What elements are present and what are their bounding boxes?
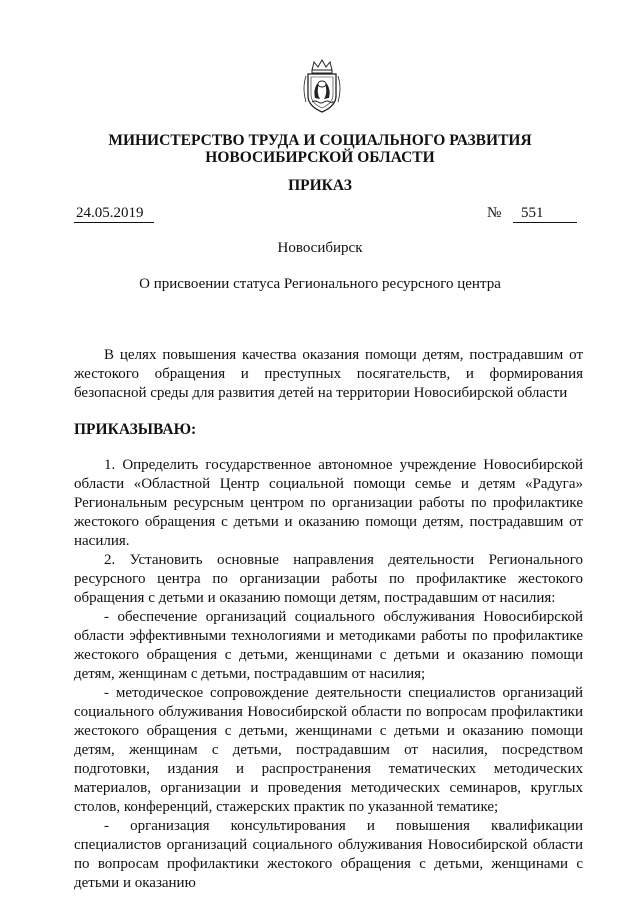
order-subitem-3: - организация консультирования и повышения квалификации специалистов организаций социального облуживания Новосибирской области по вопросам профилактики жестокого обращения с детьми, женщинами с детьми и оказанию: [74, 818, 583, 891]
document-body: [74, 346, 583, 893]
ministry-name: [60, 132, 580, 166]
city-name: Новосибирск: [277, 240, 363, 256]
ministry-line-1: МИНИСТЕРСТВО ТРУДА И СОЦИАЛЬНОГО РАЗВИТИЯ: [108, 132, 532, 149]
ministry-line-2: НОВОСИБИРСКОЙ ОБЛАСТИ: [205, 149, 435, 166]
preamble-paragraph: В целях повышения качества оказания помощи детям, пострадавшим от жестокого обращения и преступных посягательств, и формирования безопасной среды для развития детей на территории Новосибирской области: [74, 347, 583, 401]
number-sign: №: [487, 205, 502, 221]
order-number: 551: [513, 205, 577, 223]
order-subitem-2: - методическое сопровождение деятельности специалистов организаций социального облуживания Новосибирской области по вопросам профилактики жестокого обращения с детьми, женщинами с детьми и оказанию помощи детям, женщинам с детьми, пострадавшим от насилия, посредством подготовки, издания и распространения тематических методических материалов, организации и проведения методических семинаров, круглых столов, конференций, стажерских практик по указанной тематике;: [74, 685, 583, 815]
order-date: 24.05.2019: [74, 205, 154, 223]
order-item-2: 2. Установить основные направления деятельности Регионального ресурсного центра по организации работы по профилактике жестокого обращения с детьми и оказанию помощи детям, пострадавшим от насилия:: [74, 552, 583, 606]
order-subitem-1: - обеспечение организаций социального обслуживания Новосибирской области эффективными технологиями и методиками работы по профилактике жестокого обращения с детьми, женщинами с детьми и оказанию помощи детям, женщинам с детьми, пострадавшим от насилия;: [74, 609, 583, 682]
order-subject: О присвоении статуса Регионального ресурсного центра: [139, 276, 501, 292]
order-number-block: [487, 205, 577, 223]
coat-of-arms-icon: [300, 58, 344, 116]
document-type: ПРИКАЗ: [288, 177, 352, 194]
order-item-1: 1. Определить государственное автономное учреждение Новосибирской области «Областной Центр социальной помощи семье и детям «Радуга» Региональным ресурсным центром по организации работы по профилактике жестокого обращения с детьми и оказанию помощи детям, пострадавшим от насилия.: [74, 457, 583, 549]
order-word: ПРИКАЗЫВАЮ:: [74, 421, 197, 438]
